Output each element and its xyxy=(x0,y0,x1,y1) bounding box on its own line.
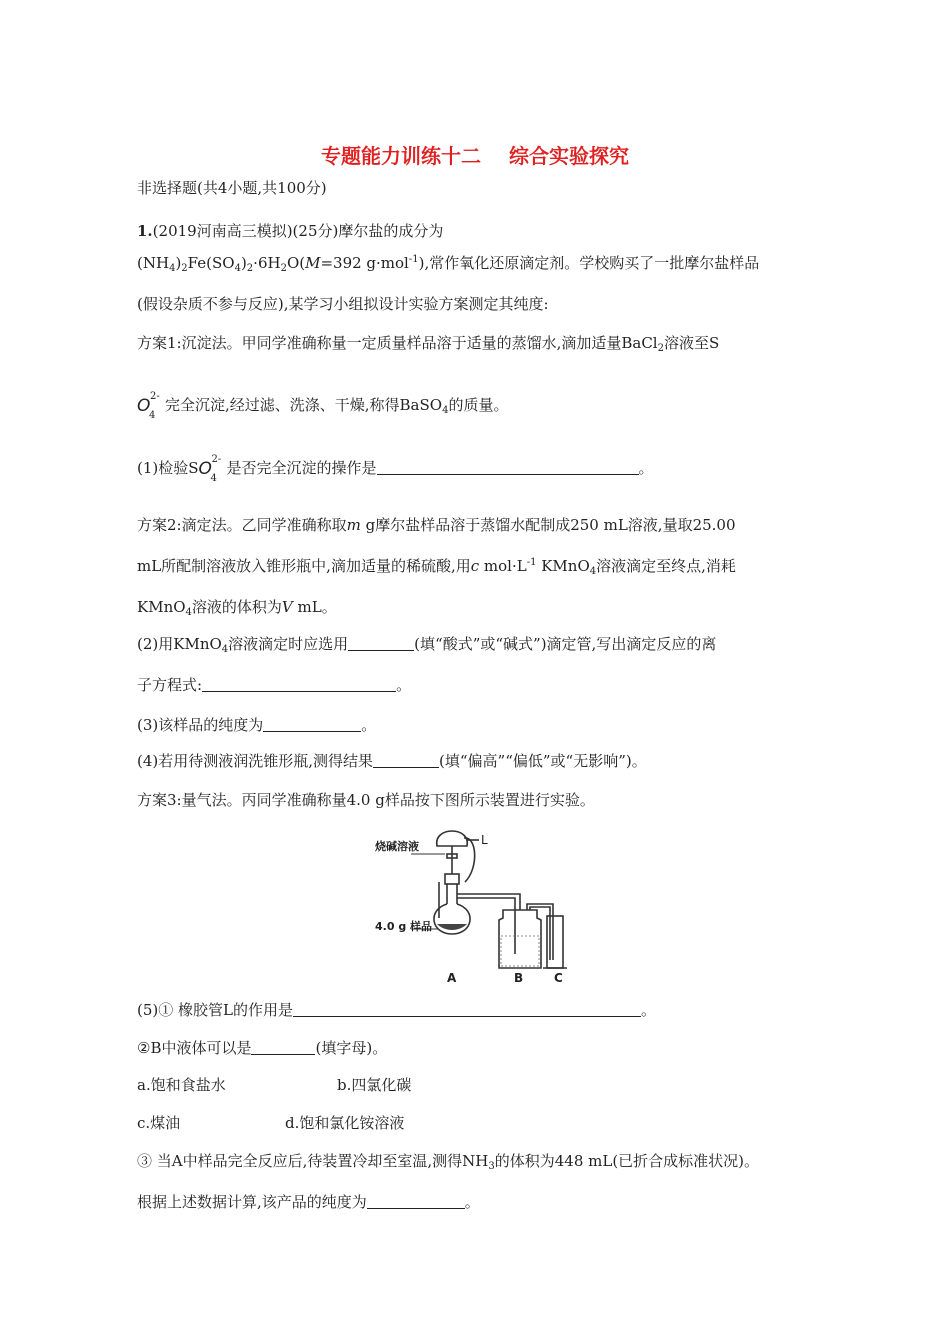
label-A: A xyxy=(447,971,457,985)
question-1-4: (4)若用待测液润洗锥形瓶,测得结果 (填“偏高”“偏低”或“无影响”)。 xyxy=(137,752,647,770)
q1-formula-line: $(NH_4)_2Fe(SO_4)_2\cdot 6H_2O(M=392$ g·mol$^{-1}$),常作氧化还原滴定剂。学校购买了一批摩尔盐样品 xyxy=(137,254,760,274)
q1-header: 1.(2019河南高三模拟)(25分)摩尔盐的成分为 xyxy=(137,222,444,240)
plan2-line1: 方案2:滴定法。乙同学准确称取m g摩尔盐样品溶于蒸馏水配制成250 mL溶液,量取25.00 xyxy=(137,516,736,534)
option-a: a.饱和食盐水 xyxy=(137,1076,226,1094)
question-1-2: (2)用KMnO$_4$溶液滴定时应选用 (填“酸式”或“碱式”)滴定管,写出滴定反应的离 xyxy=(137,635,717,655)
plan3-line: 方案3:量气法。丙同学准确称量4.0 g样品按下图所示装置进行实验。 xyxy=(137,791,595,809)
answer-blank-2a[interactable] xyxy=(348,635,414,651)
answer-blank-2b[interactable] xyxy=(202,676,396,692)
question-1-3: (3)该样品的纯度为 。 xyxy=(137,716,377,734)
answer-blank-3[interactable] xyxy=(263,716,361,732)
label-L: L xyxy=(481,833,488,847)
answer-blank-5a[interactable] xyxy=(293,1001,641,1017)
section-heading: 非选择题(共4小题,共100分) xyxy=(137,179,327,197)
apparatus-figure xyxy=(375,818,595,988)
page-title: 专题能力训练十二 综合实验探究 xyxy=(321,144,629,168)
question-1-2-equation: 子方程式: 。 xyxy=(137,676,412,694)
sulfate-ion: O 4 2- xyxy=(198,454,222,484)
sulfate-ion: O 4 2- xyxy=(137,391,160,421)
plan2-line3: KMnO$_4$溶液的体积为V mL。 xyxy=(137,598,337,618)
answer-blank-5b[interactable] xyxy=(251,1039,315,1055)
plan1-line2: O 4 2- 完全沉淀,经过滤、洗涤、干燥,称得BaSO$_4$的质量。 xyxy=(137,391,509,421)
answer-blank-5c[interactable] xyxy=(367,1193,465,1209)
option-b: b.四氯化碳 xyxy=(337,1076,412,1094)
option-d: d.饱和氯化铵溶液 xyxy=(285,1114,405,1132)
question-1-5-3b: 根据上述数据计算,该产品的纯度为 。 xyxy=(137,1193,480,1211)
q1-intro-line3: (假设杂质不参与反应),某学习小组拟设计实验方案测定其纯度: xyxy=(137,295,549,313)
option-c: c.煤油 xyxy=(137,1114,181,1132)
question-1-5-3: ③ 当A中样品完全反应后,待装置冷却至室温,测得$NH_3$的体积为448 mL(已折合成标准状况)。 xyxy=(137,1152,760,1172)
plan2-line2: mL所配制溶液放入锥形瓶中,滴加适量的稀硫酸,用c $mol\cdot L^{-1}$ KMnO$_4$溶液滴定至终点,消耗 xyxy=(137,557,736,577)
plan1-line: 方案1:沉淀法。甲同学准确称量一定质量样品溶于适量的蒸馏水,滴加适量BaCl$_2$溶液至S xyxy=(137,334,720,354)
answer-blank-4[interactable] xyxy=(373,752,439,768)
label-sample: 4.0 g 样品 xyxy=(375,920,433,933)
question-1-1: (1)检验S O 4 2- 是否完全沉淀的操作是 。 xyxy=(137,454,654,484)
answer-blank-1[interactable] xyxy=(377,459,639,475)
label-B: B xyxy=(514,971,524,985)
question-1-5-2: ②B中液体可以是 (填字母)。 xyxy=(137,1039,388,1057)
label-naoh: 烧碱溶液 xyxy=(375,840,419,853)
question-1-5-1: (5)① 橡胶管L的作用是 。 xyxy=(137,1001,656,1019)
label-C: C xyxy=(554,971,563,985)
